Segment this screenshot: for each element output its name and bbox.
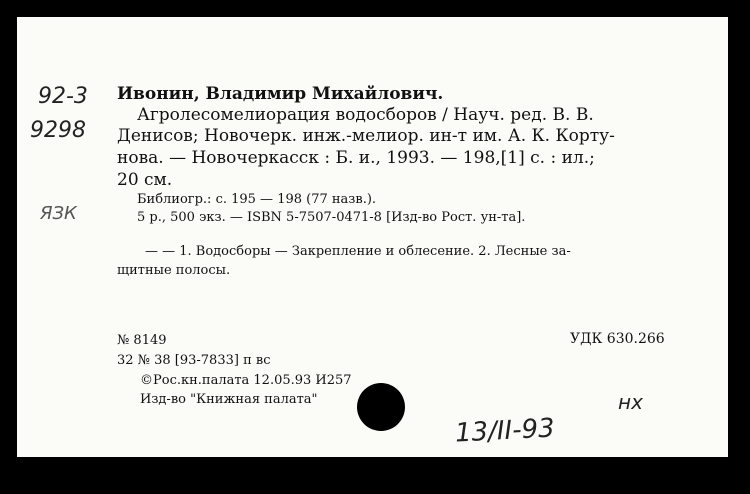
author-heading: Ивонин, Владимир Михайлович.	[117, 84, 444, 104]
card-number: № 8149	[117, 333, 167, 348]
price-isbn-line: 5 р., 500 экз. — ISBN 5-7507-0471-8 [Изд-во Рост. ун-та].	[137, 210, 526, 225]
title-line-3: нова. — Новочеркасск : Б. и., 1993. — 198,[1] с. : ил.;	[117, 148, 595, 168]
handwritten-date: 13/II-93	[454, 413, 556, 449]
title-line-2: Денисов; Новочерк. инж.-мелиор. ин-т им. А. К. Корту-	[117, 126, 615, 146]
title-line-1: Агролесомелиорация водосборов / Науч. ред. В. В.	[137, 105, 594, 125]
registration-line: 32 № 38 [93-7833] п вс	[117, 353, 271, 368]
copyright-line: ©Рос.кн.палата 12.05.93 И257	[140, 373, 352, 388]
bibliography-note: Библиогр.: с. 195 — 198 (77 назв.).	[137, 192, 377, 207]
punch-hole	[357, 383, 405, 431]
handwritten-initials: нх	[618, 390, 643, 414]
udc-code: УДК 630.266	[570, 331, 665, 347]
call-number-1: 92-3	[38, 84, 88, 109]
stamp-mark: ЯЗК	[40, 203, 77, 224]
title-line-4: 20 см.	[117, 170, 173, 190]
subjects-line-2: щитные полосы.	[117, 263, 231, 278]
subjects-line-1: — — 1. Водосборы — Закрепление и облесение. 2. Лесные за-	[145, 244, 571, 259]
call-number-2: 9298	[30, 118, 86, 143]
publisher-line: Изд-во "Книжная палата"	[140, 392, 318, 407]
